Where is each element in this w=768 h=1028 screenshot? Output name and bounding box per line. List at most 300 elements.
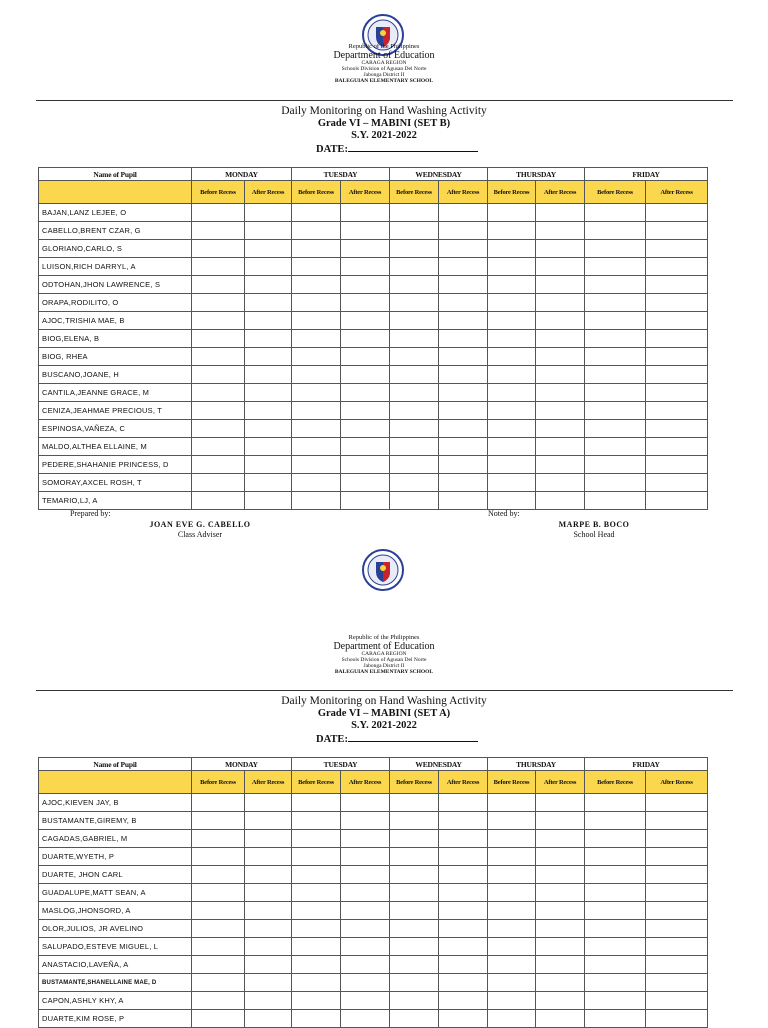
after-recess-cell[interactable]	[536, 348, 585, 366]
after-recess-cell[interactable]	[536, 956, 585, 974]
before-recess-cell[interactable]	[488, 276, 536, 294]
before-recess-cell[interactable]	[292, 902, 341, 920]
after-recess-cell[interactable]	[439, 884, 488, 902]
before-recess-cell[interactable]	[192, 1010, 245, 1028]
before-recess-cell[interactable]	[390, 920, 439, 938]
after-recess-cell[interactable]	[536, 992, 585, 1010]
before-recess-cell[interactable]	[192, 276, 245, 294]
after-recess-cell[interactable]	[341, 938, 390, 956]
before-recess-cell[interactable]	[390, 312, 439, 330]
before-recess-cell[interactable]	[488, 938, 536, 956]
before-recess-cell[interactable]	[488, 420, 536, 438]
before-recess-cell[interactable]	[390, 330, 439, 348]
after-recess-cell[interactable]	[536, 884, 585, 902]
before-recess-cell[interactable]	[192, 474, 245, 492]
before-recess-cell[interactable]	[585, 974, 646, 992]
after-recess-cell[interactable]	[536, 456, 585, 474]
after-recess-cell[interactable]	[536, 384, 585, 402]
before-recess-cell[interactable]	[585, 240, 646, 258]
after-recess-cell[interactable]	[245, 402, 292, 420]
before-recess-cell[interactable]	[292, 420, 341, 438]
after-recess-cell[interactable]	[341, 222, 390, 240]
before-recess-cell[interactable]	[192, 330, 245, 348]
after-recess-cell[interactable]	[245, 1010, 292, 1028]
before-recess-cell[interactable]	[292, 884, 341, 902]
after-recess-cell[interactable]	[646, 420, 708, 438]
after-recess-cell[interactable]	[245, 348, 292, 366]
after-recess-cell[interactable]	[245, 438, 292, 456]
before-recess-cell[interactable]	[585, 348, 646, 366]
before-recess-cell[interactable]	[488, 920, 536, 938]
before-recess-cell[interactable]	[390, 884, 439, 902]
after-recess-cell[interactable]	[341, 992, 390, 1010]
after-recess-cell[interactable]	[439, 240, 488, 258]
before-recess-cell[interactable]	[390, 938, 439, 956]
after-recess-cell[interactable]	[341, 920, 390, 938]
before-recess-cell[interactable]	[292, 366, 341, 384]
after-recess-cell[interactable]	[536, 920, 585, 938]
before-recess-cell[interactable]	[292, 992, 341, 1010]
after-recess-cell[interactable]	[646, 474, 708, 492]
before-recess-cell[interactable]	[192, 492, 245, 510]
after-recess-cell[interactable]	[536, 492, 585, 510]
before-recess-cell[interactable]	[192, 794, 245, 812]
before-recess-cell[interactable]	[192, 240, 245, 258]
after-recess-cell[interactable]	[536, 204, 585, 222]
before-recess-cell[interactable]	[488, 456, 536, 474]
before-recess-cell[interactable]	[292, 456, 341, 474]
after-recess-cell[interactable]	[245, 992, 292, 1010]
before-recess-cell[interactable]	[488, 366, 536, 384]
after-recess-cell[interactable]	[439, 456, 488, 474]
before-recess-cell[interactable]	[292, 920, 341, 938]
after-recess-cell[interactable]	[646, 848, 708, 866]
before-recess-cell[interactable]	[585, 812, 646, 830]
before-recess-cell[interactable]	[488, 794, 536, 812]
before-recess-cell[interactable]	[192, 456, 245, 474]
before-recess-cell[interactable]	[292, 866, 341, 884]
after-recess-cell[interactable]	[646, 866, 708, 884]
before-recess-cell[interactable]	[585, 956, 646, 974]
before-recess-cell[interactable]	[192, 312, 245, 330]
after-recess-cell[interactable]	[646, 258, 708, 276]
before-recess-cell[interactable]	[292, 222, 341, 240]
before-recess-cell[interactable]	[192, 830, 245, 848]
after-recess-cell[interactable]	[341, 974, 390, 992]
after-recess-cell[interactable]	[536, 222, 585, 240]
after-recess-cell[interactable]	[341, 474, 390, 492]
before-recess-cell[interactable]	[390, 366, 439, 384]
after-recess-cell[interactable]	[439, 974, 488, 992]
before-recess-cell[interactable]	[585, 276, 646, 294]
before-recess-cell[interactable]	[292, 794, 341, 812]
before-recess-cell[interactable]	[292, 312, 341, 330]
after-recess-cell[interactable]	[245, 866, 292, 884]
before-recess-cell[interactable]	[292, 294, 341, 312]
after-recess-cell[interactable]	[646, 938, 708, 956]
before-recess-cell[interactable]	[292, 956, 341, 974]
after-recess-cell[interactable]	[341, 420, 390, 438]
before-recess-cell[interactable]	[585, 384, 646, 402]
after-recess-cell[interactable]	[245, 240, 292, 258]
after-recess-cell[interactable]	[536, 474, 585, 492]
after-recess-cell[interactable]	[536, 402, 585, 420]
after-recess-cell[interactable]	[245, 384, 292, 402]
before-recess-cell[interactable]	[488, 492, 536, 510]
after-recess-cell[interactable]	[245, 812, 292, 830]
before-recess-cell[interactable]	[585, 848, 646, 866]
after-recess-cell[interactable]	[439, 330, 488, 348]
before-recess-cell[interactable]	[585, 866, 646, 884]
after-recess-cell[interactable]	[245, 258, 292, 276]
before-recess-cell[interactable]	[390, 812, 439, 830]
before-recess-cell[interactable]	[390, 830, 439, 848]
after-recess-cell[interactable]	[646, 794, 708, 812]
before-recess-cell[interactable]	[488, 1010, 536, 1028]
before-recess-cell[interactable]	[192, 402, 245, 420]
before-recess-cell[interactable]	[488, 240, 536, 258]
after-recess-cell[interactable]	[245, 938, 292, 956]
after-recess-cell[interactable]	[536, 830, 585, 848]
after-recess-cell[interactable]	[439, 366, 488, 384]
before-recess-cell[interactable]	[292, 974, 341, 992]
after-recess-cell[interactable]	[646, 330, 708, 348]
before-recess-cell[interactable]	[488, 312, 536, 330]
after-recess-cell[interactable]	[245, 974, 292, 992]
before-recess-cell[interactable]	[192, 920, 245, 938]
after-recess-cell[interactable]	[439, 830, 488, 848]
after-recess-cell[interactable]	[536, 312, 585, 330]
before-recess-cell[interactable]	[390, 294, 439, 312]
after-recess-cell[interactable]	[341, 366, 390, 384]
before-recess-cell[interactable]	[585, 366, 646, 384]
after-recess-cell[interactable]	[341, 402, 390, 420]
after-recess-cell[interactable]	[341, 384, 390, 402]
before-recess-cell[interactable]	[585, 474, 646, 492]
before-recess-cell[interactable]	[390, 348, 439, 366]
before-recess-cell[interactable]	[292, 848, 341, 866]
before-recess-cell[interactable]	[488, 866, 536, 884]
after-recess-cell[interactable]	[341, 902, 390, 920]
before-recess-cell[interactable]	[488, 812, 536, 830]
before-recess-cell[interactable]	[192, 812, 245, 830]
after-recess-cell[interactable]	[439, 222, 488, 240]
before-recess-cell[interactable]	[192, 204, 245, 222]
after-recess-cell[interactable]	[536, 848, 585, 866]
before-recess-cell[interactable]	[585, 222, 646, 240]
before-recess-cell[interactable]	[488, 974, 536, 992]
after-recess-cell[interactable]	[341, 204, 390, 222]
before-recess-cell[interactable]	[192, 420, 245, 438]
before-recess-cell[interactable]	[585, 294, 646, 312]
after-recess-cell[interactable]	[439, 420, 488, 438]
before-recess-cell[interactable]	[192, 956, 245, 974]
before-recess-cell[interactable]	[488, 884, 536, 902]
before-recess-cell[interactable]	[488, 474, 536, 492]
after-recess-cell[interactable]	[536, 420, 585, 438]
after-recess-cell[interactable]	[245, 222, 292, 240]
after-recess-cell[interactable]	[245, 330, 292, 348]
date-field[interactable]	[26, 142, 768, 157]
after-recess-cell[interactable]	[646, 402, 708, 420]
after-recess-cell[interactable]	[439, 474, 488, 492]
after-recess-cell[interactable]	[245, 276, 292, 294]
before-recess-cell[interactable]	[585, 938, 646, 956]
before-recess-cell[interactable]	[390, 902, 439, 920]
after-recess-cell[interactable]	[646, 902, 708, 920]
after-recess-cell[interactable]	[439, 812, 488, 830]
before-recess-cell[interactable]	[390, 420, 439, 438]
after-recess-cell[interactable]	[646, 456, 708, 474]
after-recess-cell[interactable]	[646, 366, 708, 384]
after-recess-cell[interactable]	[439, 312, 488, 330]
before-recess-cell[interactable]	[585, 438, 646, 456]
after-recess-cell[interactable]	[439, 492, 488, 510]
before-recess-cell[interactable]	[585, 456, 646, 474]
after-recess-cell[interactable]	[536, 974, 585, 992]
after-recess-cell[interactable]	[536, 258, 585, 276]
before-recess-cell[interactable]	[488, 330, 536, 348]
after-recess-cell[interactable]	[439, 902, 488, 920]
after-recess-cell[interactable]	[341, 884, 390, 902]
after-recess-cell[interactable]	[536, 276, 585, 294]
before-recess-cell[interactable]	[292, 402, 341, 420]
before-recess-cell[interactable]	[292, 1010, 341, 1028]
after-recess-cell[interactable]	[536, 438, 585, 456]
after-recess-cell[interactable]	[439, 866, 488, 884]
after-recess-cell[interactable]	[341, 830, 390, 848]
after-recess-cell[interactable]	[439, 938, 488, 956]
before-recess-cell[interactable]	[390, 402, 439, 420]
before-recess-cell[interactable]	[390, 848, 439, 866]
before-recess-cell[interactable]	[585, 902, 646, 920]
after-recess-cell[interactable]	[341, 438, 390, 456]
before-recess-cell[interactable]	[585, 884, 646, 902]
before-recess-cell[interactable]	[390, 384, 439, 402]
after-recess-cell[interactable]	[439, 204, 488, 222]
before-recess-cell[interactable]	[390, 794, 439, 812]
before-recess-cell[interactable]	[192, 866, 245, 884]
after-recess-cell[interactable]	[439, 402, 488, 420]
after-recess-cell[interactable]	[245, 848, 292, 866]
before-recess-cell[interactable]	[292, 938, 341, 956]
after-recess-cell[interactable]	[341, 330, 390, 348]
before-recess-cell[interactable]	[488, 956, 536, 974]
after-recess-cell[interactable]	[646, 812, 708, 830]
before-recess-cell[interactable]	[192, 974, 245, 992]
after-recess-cell[interactable]	[439, 384, 488, 402]
before-recess-cell[interactable]	[488, 294, 536, 312]
after-recess-cell[interactable]	[646, 222, 708, 240]
after-recess-cell[interactable]	[536, 794, 585, 812]
before-recess-cell[interactable]	[488, 902, 536, 920]
after-recess-cell[interactable]	[646, 492, 708, 510]
before-recess-cell[interactable]	[390, 492, 439, 510]
before-recess-cell[interactable]	[192, 438, 245, 456]
before-recess-cell[interactable]	[192, 902, 245, 920]
after-recess-cell[interactable]	[439, 794, 488, 812]
after-recess-cell[interactable]	[341, 956, 390, 974]
before-recess-cell[interactable]	[390, 456, 439, 474]
after-recess-cell[interactable]	[646, 276, 708, 294]
before-recess-cell[interactable]	[390, 222, 439, 240]
after-recess-cell[interactable]	[439, 920, 488, 938]
before-recess-cell[interactable]	[488, 830, 536, 848]
after-recess-cell[interactable]	[341, 1010, 390, 1028]
before-recess-cell[interactable]	[488, 348, 536, 366]
before-recess-cell[interactable]	[390, 240, 439, 258]
after-recess-cell[interactable]	[341, 294, 390, 312]
after-recess-cell[interactable]	[439, 258, 488, 276]
after-recess-cell[interactable]	[536, 938, 585, 956]
after-recess-cell[interactable]	[536, 812, 585, 830]
before-recess-cell[interactable]	[488, 438, 536, 456]
after-recess-cell[interactable]	[439, 294, 488, 312]
after-recess-cell[interactable]	[439, 348, 488, 366]
before-recess-cell[interactable]	[585, 330, 646, 348]
after-recess-cell[interactable]	[646, 438, 708, 456]
before-recess-cell[interactable]	[390, 1010, 439, 1028]
before-recess-cell[interactable]	[585, 1010, 646, 1028]
before-recess-cell[interactable]	[390, 992, 439, 1010]
before-recess-cell[interactable]	[292, 474, 341, 492]
before-recess-cell[interactable]	[585, 830, 646, 848]
before-recess-cell[interactable]	[292, 276, 341, 294]
before-recess-cell[interactable]	[585, 204, 646, 222]
before-recess-cell[interactable]	[585, 402, 646, 420]
before-recess-cell[interactable]	[390, 438, 439, 456]
after-recess-cell[interactable]	[245, 420, 292, 438]
before-recess-cell[interactable]	[585, 992, 646, 1010]
after-recess-cell[interactable]	[245, 884, 292, 902]
after-recess-cell[interactable]	[646, 956, 708, 974]
before-recess-cell[interactable]	[192, 258, 245, 276]
after-recess-cell[interactable]	[341, 240, 390, 258]
after-recess-cell[interactable]	[646, 830, 708, 848]
after-recess-cell[interactable]	[536, 366, 585, 384]
after-recess-cell[interactable]	[536, 330, 585, 348]
after-recess-cell[interactable]	[646, 312, 708, 330]
before-recess-cell[interactable]	[390, 276, 439, 294]
before-recess-cell[interactable]	[192, 294, 245, 312]
after-recess-cell[interactable]	[341, 866, 390, 884]
before-recess-cell[interactable]	[488, 258, 536, 276]
after-recess-cell[interactable]	[536, 866, 585, 884]
after-recess-cell[interactable]	[341, 276, 390, 294]
after-recess-cell[interactable]	[646, 920, 708, 938]
before-recess-cell[interactable]	[390, 956, 439, 974]
before-recess-cell[interactable]	[585, 920, 646, 938]
after-recess-cell[interactable]	[536, 1010, 585, 1028]
after-recess-cell[interactable]	[646, 384, 708, 402]
before-recess-cell[interactable]	[192, 884, 245, 902]
after-recess-cell[interactable]	[245, 366, 292, 384]
after-recess-cell[interactable]	[245, 956, 292, 974]
after-recess-cell[interactable]	[646, 348, 708, 366]
before-recess-cell[interactable]	[488, 222, 536, 240]
before-recess-cell[interactable]	[292, 492, 341, 510]
after-recess-cell[interactable]	[341, 794, 390, 812]
before-recess-cell[interactable]	[390, 474, 439, 492]
after-recess-cell[interactable]	[341, 348, 390, 366]
after-recess-cell[interactable]	[646, 1010, 708, 1028]
after-recess-cell[interactable]	[245, 920, 292, 938]
before-recess-cell[interactable]	[192, 938, 245, 956]
before-recess-cell[interactable]	[585, 420, 646, 438]
after-recess-cell[interactable]	[646, 204, 708, 222]
before-recess-cell[interactable]	[390, 974, 439, 992]
before-recess-cell[interactable]	[192, 348, 245, 366]
before-recess-cell[interactable]	[292, 812, 341, 830]
after-recess-cell[interactable]	[245, 204, 292, 222]
before-recess-cell[interactable]	[390, 258, 439, 276]
after-recess-cell[interactable]	[341, 312, 390, 330]
before-recess-cell[interactable]	[292, 204, 341, 222]
after-recess-cell[interactable]	[245, 312, 292, 330]
after-recess-cell[interactable]	[646, 294, 708, 312]
after-recess-cell[interactable]	[341, 848, 390, 866]
after-recess-cell[interactable]	[245, 902, 292, 920]
after-recess-cell[interactable]	[536, 240, 585, 258]
after-recess-cell[interactable]	[536, 294, 585, 312]
before-recess-cell[interactable]	[292, 258, 341, 276]
after-recess-cell[interactable]	[646, 974, 708, 992]
before-recess-cell[interactable]	[390, 204, 439, 222]
before-recess-cell[interactable]	[292, 348, 341, 366]
after-recess-cell[interactable]	[245, 492, 292, 510]
before-recess-cell[interactable]	[585, 258, 646, 276]
after-recess-cell[interactable]	[245, 474, 292, 492]
after-recess-cell[interactable]	[439, 1010, 488, 1028]
after-recess-cell[interactable]	[646, 884, 708, 902]
before-recess-cell[interactable]	[585, 312, 646, 330]
before-recess-cell[interactable]	[192, 992, 245, 1010]
after-recess-cell[interactable]	[341, 812, 390, 830]
before-recess-cell[interactable]	[292, 240, 341, 258]
after-recess-cell[interactable]	[341, 456, 390, 474]
before-recess-cell[interactable]	[292, 330, 341, 348]
after-recess-cell[interactable]	[341, 258, 390, 276]
date-field[interactable]	[26, 732, 768, 747]
after-recess-cell[interactable]	[439, 276, 488, 294]
before-recess-cell[interactable]	[192, 384, 245, 402]
before-recess-cell[interactable]	[192, 366, 245, 384]
before-recess-cell[interactable]	[292, 384, 341, 402]
before-recess-cell[interactable]	[488, 402, 536, 420]
after-recess-cell[interactable]	[439, 848, 488, 866]
after-recess-cell[interactable]	[439, 438, 488, 456]
before-recess-cell[interactable]	[585, 794, 646, 812]
after-recess-cell[interactable]	[439, 956, 488, 974]
before-recess-cell[interactable]	[488, 992, 536, 1010]
after-recess-cell[interactable]	[245, 294, 292, 312]
after-recess-cell[interactable]	[245, 456, 292, 474]
before-recess-cell[interactable]	[488, 204, 536, 222]
after-recess-cell[interactable]	[646, 992, 708, 1010]
before-recess-cell[interactable]	[192, 222, 245, 240]
after-recess-cell[interactable]	[646, 240, 708, 258]
before-recess-cell[interactable]	[488, 848, 536, 866]
before-recess-cell[interactable]	[292, 438, 341, 456]
after-recess-cell[interactable]	[245, 794, 292, 812]
before-recess-cell[interactable]	[585, 492, 646, 510]
before-recess-cell[interactable]	[488, 384, 536, 402]
after-recess-cell[interactable]	[439, 992, 488, 1010]
after-recess-cell[interactable]	[341, 492, 390, 510]
before-recess-cell[interactable]	[292, 830, 341, 848]
after-recess-cell[interactable]	[536, 902, 585, 920]
before-recess-cell[interactable]	[192, 848, 245, 866]
